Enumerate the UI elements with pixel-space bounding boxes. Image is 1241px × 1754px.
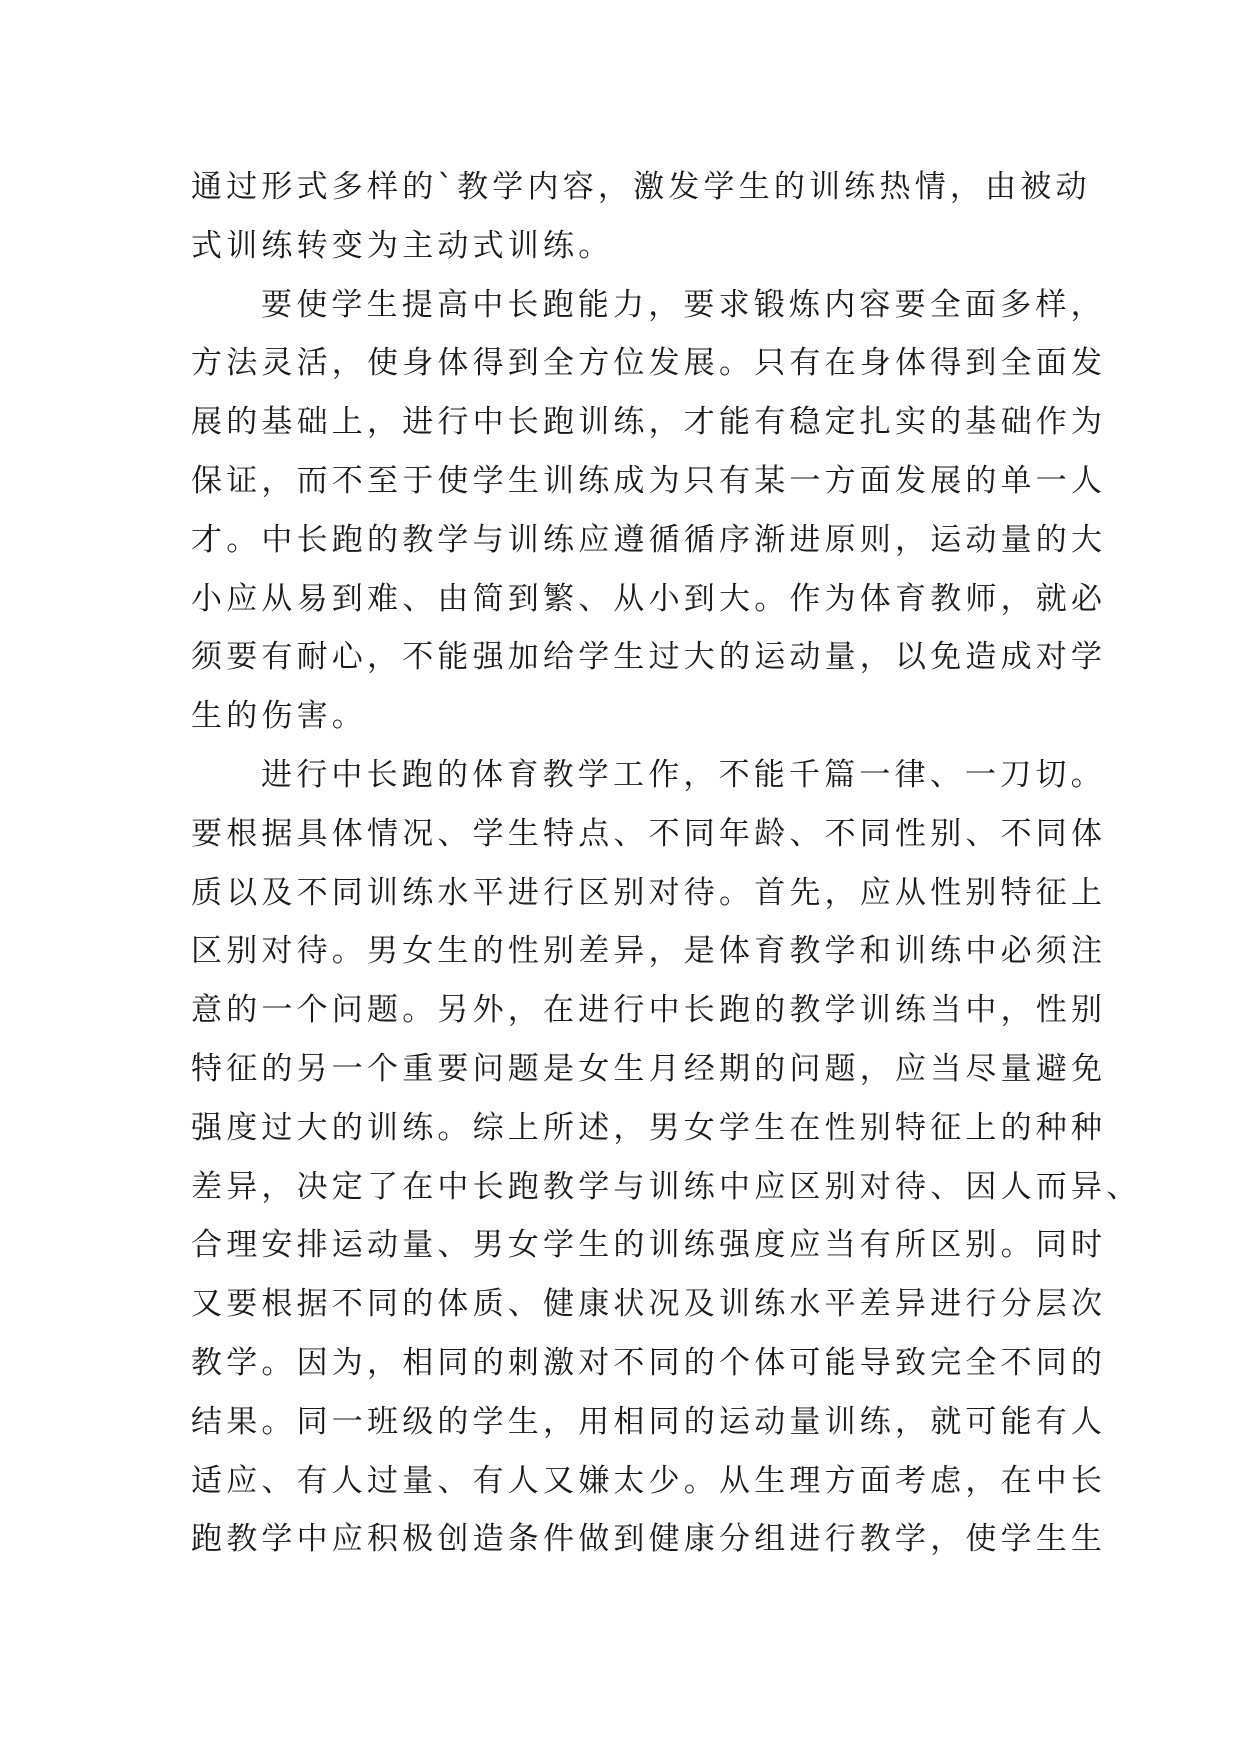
text-line: 保证，而不至于使学生训练成为只有某一方面发展的单一人 — [191, 462, 1107, 499]
text-line: 展的基础上，进行中长跑训练，才能有稳定扎实的基础作为 — [191, 404, 1107, 441]
text-line: 合理安排运动量、男女学生的训练强度应当有所区别。同时 — [191, 1227, 1107, 1264]
paragraph-first-line: 要使学生提高中长跑能力，要求锻炼内容要全面多样， — [261, 286, 1106, 323]
text-line: 质以及不同训练水平进行区别对待。首先，应从性别特征上 — [191, 874, 1107, 911]
text-line: 才。中长跑的教学与训练应遵循循序渐进原则，运动量的大 — [191, 521, 1107, 558]
text-line: 须要有耐心，不能强加给学生过大的运动量，以免造成对学 — [191, 639, 1107, 676]
text-line: 意的一个问题。另外，在进行中长跑的教学训练当中，性别 — [191, 992, 1107, 1029]
text-line: 适应、有人过量、有人又嫌太少。从生理方面考虑，在中长 — [191, 1462, 1107, 1499]
text-line: 通过形式多样的`教学内容，激发学生的训练热情，由被动 — [191, 169, 1091, 205]
text-line: 生的伤害。 — [191, 698, 367, 735]
text-line: 结果。同一班级的学生，用相同的运动量训练，就可能有人 — [191, 1403, 1107, 1440]
paragraph-first-line: 进行中长跑的体育教学工作，不能千篇一律、一刀切。 — [261, 756, 1106, 793]
text-line: 强度过大的训练。综上所述，男女学生在性别特征上的种种 — [191, 1109, 1107, 1146]
text-line: 要根据具体情况、学生特点、不同年龄、不同性别、不同体 — [191, 815, 1107, 852]
text-line: 教学。因为，相同的刺激对不同的个体可能导致完全不同的 — [191, 1344, 1107, 1381]
text-line: 又要根据不同的体质、健康状况及训练水平差异进行分层次 — [191, 1286, 1107, 1323]
text-line: 区别对待。男女生的性别差异，是体育教学和训练中必须注 — [191, 933, 1107, 970]
text-line: 小应从易到难、由简到繁、从小到大。作为体育教师，就必 — [191, 580, 1107, 617]
text-line: 式训练转变为主动式训练。 — [191, 227, 614, 264]
text-line: 方法灵活，使身体得到全方位发展。只有在身体得到全面发 — [191, 345, 1107, 382]
body-text — [191, 158, 1142, 1569]
text-line: 跑教学中应积极创造条件做到健康分组进行教学，使学生生 — [191, 1521, 1107, 1558]
text-line: 差异，决定了在中长跑教学与训练中应区别对待、因人而异、 — [191, 1168, 1142, 1205]
text-line: 特征的另一个重要问题是女生月经期的问题，应当尽量避免 — [191, 1050, 1107, 1087]
